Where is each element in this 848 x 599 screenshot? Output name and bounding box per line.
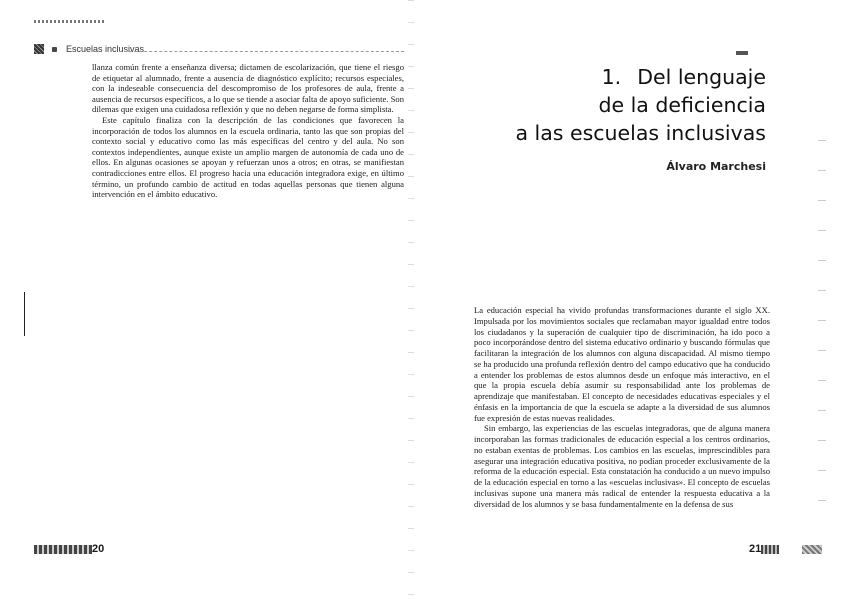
bullet-icon — [52, 47, 57, 52]
header-rule — [119, 51, 404, 52]
left-body-text — [92, 62, 404, 200]
gutter-shadow — [408, 0, 414, 599]
running-head: Escuelas inclusivas — [66, 44, 145, 54]
chapter-title-line-2: de la deficiencia — [598, 93, 766, 117]
paragraph: Este capítulo finaliza con la descripción de las condiciones que favorecen la incorporación de todos los alumnos en la escuela ordinaria, tanto las que son propias del contexto social y educativo como las más específicas del centro y del aula. No son contextos independientes, aunque existe un amplio margen de autonomía de cada uno de ellos. En algunas ocasiones se apoyan y refuerzan unos a otros; en otras, se manifiestan contradicciones entre ellos. El progreso hacia una educación integradora exige, en último término, un profundo cambio de actitud en todas aquellas personas que tienen alguna intervención en el ámbito educativo. — [92, 114, 404, 200]
right-footer — [749, 543, 779, 555]
running-header — [34, 44, 404, 58]
scan-artifact — [736, 51, 748, 55]
chapter-title-line-3: a las escuelas inclusivas — [515, 121, 766, 145]
page-number: 20 — [92, 543, 105, 555]
scan-artifact — [34, 20, 106, 23]
right-body-text — [474, 305, 770, 509]
footer-ornament-icon — [761, 545, 779, 554]
chapter-heading — [515, 63, 766, 147]
chapter-number: 1. — [601, 65, 622, 89]
left-footer — [34, 543, 104, 555]
paragraph: La educación especial ha vivido profundas transformaciones durante el siglo XX. Impulsada por los movimientos sociales que reclamaban mayor igualdad entre todos los ciudadanos y la superación de cualquier tipo de discriminación, ha ido poco a poco incorporándose dentro del sistema educativo ordinario y buscando fórmulas que facilitaran la integración de los alumnos con alguna discapacidad. Al mismo tiempo se ha producido una profunda reflexión dentro del campo educativo que ha conducido a entender los problemas de estos alumnos desde un enfoque más interactivo, en el que la propia escuela debía asumir su responsabilidad ante los problemas de aprendizaje que manifestaban. El concepto de necesidades educativas especiales y el énfasis en la importancia de que la escuela se adapte a la diversidad de sus alumnos fue expresión de estas nuevas realidades. — [474, 305, 770, 423]
chapter-title-text: Del lenguaje — [637, 65, 766, 89]
scan-artifact — [802, 545, 822, 554]
footer-ornament-icon — [34, 545, 92, 554]
edge-artifact — [818, 140, 826, 520]
margin-mark — [24, 292, 25, 336]
page-number: 21 — [749, 543, 762, 555]
right-page — [424, 0, 848, 599]
author-name: Álvaro Marchesi — [666, 160, 766, 173]
paragraph: llanza común frente a enseñanza diversa; dictamen de escolarización, que tiene el riesgo de etiquetar al alumnado, frente a ausencia de diagnóstico explícito; recursos especiales, con la indeseable consecuencia del descompromiso de los profesores de aula, frente a ausencia de recursos específicos, a lo que se tiende a asociar falta de apoyo suficiente. Son dilemas que exigen una cuidadosa reflexión y que no deben negarse de forma simplista. — [92, 62, 404, 115]
chapter-title-line-1 — [515, 63, 766, 91]
ornament-icon — [34, 44, 44, 54]
paragraph: Sin embargo, las experiencias de las escuelas integradoras, que de alguna manera incorporaban las formas tradicionales de educación especial a los centros ordinarios, no estaban exentas de problemas. Los cambios en las escuelas, imprescindibles para asegurar una integración educativa positiva, no podían proceder exclusivamente de la reforma de la educación especial. Esta constatación ha conducido a un nuevo impulso de la educación especial en torno a las «escuelas inclusivas». El concepto de escuelas inclusivas supone una manera más radical de entender la respuesta educativa a la diversidad de los alumnos y se basa fundamentalmente en la defensa de sus — [474, 423, 770, 509]
